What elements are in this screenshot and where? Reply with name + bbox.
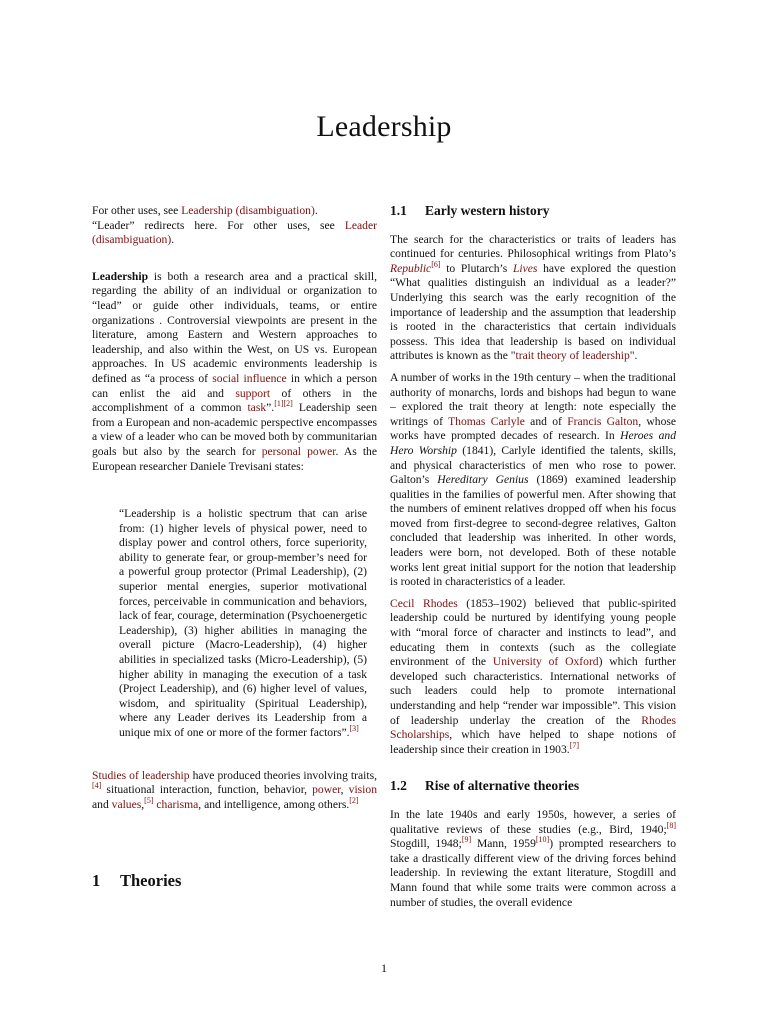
leadership-disambiguation-link[interactable]: Leadership (disambiguation) xyxy=(181,204,315,217)
charisma-link[interactable]: charisma xyxy=(156,797,199,811)
section-heading-rise-of-alternative-theories xyxy=(390,779,676,794)
ref-10-link[interactable]: [10] xyxy=(535,835,550,845)
ref-2-link[interactable]: [2] xyxy=(283,399,293,409)
values-link[interactable]: values xyxy=(111,797,142,811)
social-influence-link[interactable]: social influence xyxy=(212,371,287,385)
thomas-carlyle-link[interactable]: Thomas Carlyle xyxy=(448,414,525,428)
studies-text: , and intelligence, among others. xyxy=(198,797,350,811)
intro-text: Leadership seen from a European and non-academic perspective encompasses a view of a leader who can be moved both by communitarian goals but also by the search for xyxy=(92,401,377,458)
studies-text: , xyxy=(340,783,349,797)
paragraph-text: In the late 1940s and early 1950s, however, a series of qualitative reviews of these studies (e.g., Bird, 1940; xyxy=(390,807,676,836)
book-title: Heroes and Hero Worship xyxy=(390,429,677,457)
blockquote xyxy=(119,507,367,741)
early-history-paragraph-2 xyxy=(390,371,676,590)
ref-5-link[interactable]: [5] xyxy=(144,795,154,805)
intro-text: is both a research area and a practical skill, regarding the ability of an individual or organization to “lead” or guide other individuals, teams, or entire organizations . Controversial viewpoints are present in the literature, among Eastern and Western approaches to leadership, and also within the West, on US vs. European approaches. In US academic environments leadership is defined as “a process of xyxy=(92,269,377,385)
paragraph-text: The search for the characteristics or traits of leaders has continued for centuries. Philosophical writings from Plato’s xyxy=(390,232,676,261)
task-link[interactable]: task xyxy=(247,401,267,415)
intro-bold-term: Leadership xyxy=(92,269,149,283)
book-title: Hereditary Genius xyxy=(437,473,529,487)
personal-power-link[interactable]: personal power xyxy=(261,444,336,458)
studies-text: have produced theories involving traits, xyxy=(189,768,377,782)
studies-text: situational interaction, function, behavior, xyxy=(101,783,313,797)
intro-text: of others in the accomplishment of a common xyxy=(92,386,377,415)
ref-7-link[interactable]: [7] xyxy=(569,740,579,750)
paragraph-text: (1853–1902) believed that public-spirited leadership could be nurtured by identifying young people with “moral force of character and instincts to lead”, and educating them in contexts (such as the collegiate environment of the xyxy=(390,596,676,669)
trait-theory-link[interactable]: trait theory of leadership xyxy=(515,349,630,363)
paragraph-text: (1841), Carlyle identified the talents, skills, and physical characteristics of men who rose to power. Galton’s xyxy=(390,443,676,487)
studies-of-leadership-link[interactable]: Studies of leadership xyxy=(92,768,190,782)
left-column xyxy=(92,204,377,889)
section-title: Rise of alternative theories xyxy=(425,778,580,794)
ref-9-link[interactable]: [9] xyxy=(461,835,472,845)
page-title: Leadership xyxy=(316,110,452,143)
paragraph-text: Stogdill, 1948; xyxy=(390,837,462,851)
studies-text: , xyxy=(141,797,145,811)
paragraph-text: ) which further developed such characteristics. International networks of such leaders could help to promote international understanding and help “render war impossible”. This vision of leadership underlay the creation of the xyxy=(390,655,676,727)
studies-paragraph xyxy=(92,769,377,813)
ref-4-link[interactable]: [4] xyxy=(92,781,102,791)
hatnote-text: For other uses, see xyxy=(92,204,182,217)
hatnote-period: . xyxy=(314,204,318,217)
studies-text: and xyxy=(92,797,112,811)
intro-paragraph xyxy=(92,270,377,474)
leader-disambiguation-link[interactable]: Leader (disambiguation) xyxy=(92,218,377,247)
lives-link[interactable]: Lives xyxy=(512,261,538,275)
ref-2-link[interactable]: [2] xyxy=(349,795,359,805)
right-column xyxy=(390,204,676,910)
support-link[interactable]: support xyxy=(235,386,271,400)
early-history-paragraph-3 xyxy=(390,597,676,758)
hatnote xyxy=(92,204,377,248)
page-number: 1 xyxy=(381,961,387,975)
alternative-theories-paragraph-1 xyxy=(390,808,676,910)
section-number: 1.1 xyxy=(390,203,407,218)
section-title: Early western history xyxy=(425,203,550,218)
intro-text: ”. xyxy=(266,401,275,415)
vision-link[interactable]: vision xyxy=(348,783,377,797)
intro-text: . As the European researcher Daniele Trevisani states: xyxy=(92,444,377,473)
university-of-oxford-link[interactable]: University of Oxford xyxy=(492,655,599,669)
paragraph-text: and of xyxy=(524,414,568,428)
ref-3-link[interactable]: [3] xyxy=(349,724,359,734)
republic-link[interactable]: Republic xyxy=(390,261,432,275)
ref-6-link[interactable]: [6] xyxy=(431,259,441,269)
paragraph-text: A number of works in the 19th century – when the traditional authority of monarchs, lords and bishops had begun to wane – explored the trait theory at length: note especially the writings of xyxy=(390,370,676,428)
cecil-rhodes-link[interactable]: Cecil Rhodes xyxy=(390,596,458,610)
redirect-text: “Leader” redirects here. For other uses, see xyxy=(92,218,345,232)
francis-galton-link[interactable]: Francis Galton xyxy=(567,414,639,428)
section-title: Theories xyxy=(120,871,182,891)
ref-1-link[interactable]: [1] xyxy=(274,399,284,409)
section-heading-early-western-history xyxy=(390,204,676,219)
paragraph-text: to Plutarch’s xyxy=(440,261,513,275)
paragraph-text: Mann, 1959 xyxy=(471,837,536,851)
paragraph-text: , whose works have prompted decades of research. In xyxy=(390,414,677,443)
paragraph-text: ". xyxy=(629,349,638,363)
power-link[interactable]: power xyxy=(312,783,341,797)
section-heading-theories xyxy=(92,871,377,891)
quote-text: “Leadership is a holistic spectrum that can arise from: (1) higher levels of physical power, need to display power and control others, force superiority, ability to generate fear, or group-member’s need for a powerful group protector (Primal Leadership), (2) superior mental energies, superior motivational forces, perceivable in communication and behaviors, lack of fear, courage, determination (Psychoenergetic Leadership), (3) higher abilities in managing the overall picture (Macro-Leadership), (4) higher abilities in specialized tasks (Micro-Leadership), (5) higher ability in managing the execution of a task (Project Leadership), and (6) higher level of values, wisdom, and spirituality (Spiritual Leadership), where any Leader derives its Leadership from a unique mix of one or more of the former factors”. xyxy=(119,507,367,739)
rhodes-scholarships-link[interactable]: Rhodes Scholarships xyxy=(390,713,676,742)
paragraph-text: have explored the question “What qualities distinguish an individual as a leader?” Underlying this search was the early recognition of the importance of leadership and the assumption that leadership is rooted in the characteristics that certain individuals possess. This idea that leadership is based on individual attributes is known as the " xyxy=(390,261,676,363)
paragraph-text: ) prompted researchers to take a drastically different view of the driving forces behind leadership. In reviewing the extant literature, Stogdill and Mann found that while some traits were common across a number of studies, the overall evidence xyxy=(390,837,677,909)
intro-text: in which a person can enlist the aid and xyxy=(92,371,377,400)
paragraph-text: , which have helped to shape notions of leadership since their creation in 1903. xyxy=(390,728,676,756)
section-number: 1.2 xyxy=(390,778,407,794)
ref-8-link[interactable]: [8] xyxy=(666,820,676,830)
early-history-paragraph-1 xyxy=(390,233,676,364)
hatnote-period: . xyxy=(171,233,175,247)
section-number: 1 xyxy=(92,871,101,891)
paragraph-text: (1869) examined leadership qualities in the families of powerful men. After showing that the numbers of eminent relatives dropped off when his focus moved from first-degree to second-degree relatives, Galton concluded that leadership was inherited. In other words, leaders were born, not developed. Both of these notable works lent great initial support for the notion that leadership is rooted in characteristics of a leader. xyxy=(390,473,676,589)
